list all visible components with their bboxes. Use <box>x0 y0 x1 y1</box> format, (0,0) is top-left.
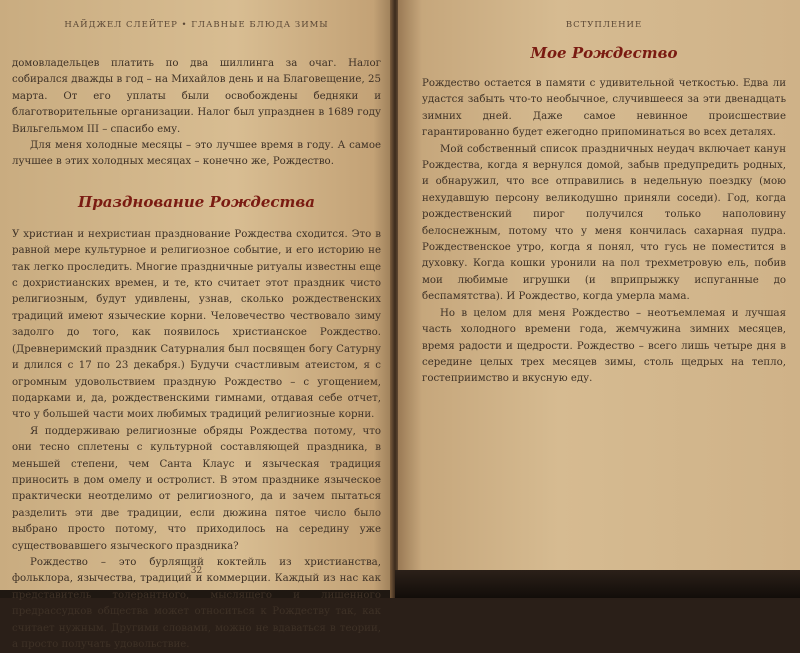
left-paragraph-2: Для меня холодные месяцы – это лучшее время в году. А самое лучшее в этих холодных месяцах – конечно же, Рождество. <box>12 140 381 168</box>
left-paragraph-3: У христиан и нехристиан празднование Рождества сходится. Это в равной мере культурное и религиозное событие, и его историю не так легко проследить. Многие праздничные ритуалы известны еще с дохристианских времен, и те, кто считает этот праздник чисто религиозным, будут удивлены, узнав, сколько рождественских традиций имеют языческие корни. Человечество чествовало зиму задолго до того, как появилось христианское Рождество. (Древнеримский праздник Сатурналия был посвящен богу Сатурну и длился с 17 по 23 декабря.) Будучи счастливым атеистом, я с огромным удовольствием праздную Рождество – с угощением, подарками и, да, рождественскими гимнами, отдавая себе отчет, что у большей части моих любимых традиций религиозные корни. <box>12 228 381 421</box>
left-paragraph-5: Рождество – это бурлящий коктейль из христианства, фольклора, язычества, традиций и коммерции. Каждый из нас как представитель толерантного, мыслящего и лишенного предрассудков общества может относиться к Рождеству так, как считает нужным. Другими словами, можно не вдаваться в теории, а просто получать удовольствие. <box>12 556 381 650</box>
left-paragraph-1: домовладельцев платить по два шиллинга за очаг. Налог собирался дважды в год – на Михайлов день и на Благовещение, 25 марта. От его уплаты были освобождены бедняки и благотворительные организации. Налог был упразднен в 1689 году Вильгельмом III – спасибо ему. <box>12 58 381 135</box>
page-edge-shadow <box>395 570 800 598</box>
left-page-number: 32 <box>190 566 203 576</box>
left-paragraph-4: Я поддерживаю религиозные обряды Рождества потому, что они тесно сплетены с культурной составляющей праздника, в меньшей степени, чем Санта Клаус и языческая традиция приносить в дом омелу и остролист. В этом празднике языческое практически неотделимо от религиозного, да и зачем пытаться разделить эти две традиции, если дюжина пятое число было выбрано просто потому, что приходилось на середину уже существовавшего языческого праздника? <box>12 425 381 552</box>
right-page <box>398 0 800 590</box>
right-section-title: Мое Рождество <box>530 44 678 62</box>
left-running-head: НАЙДЖЕЛ СЛЕЙТЕР • ГЛАВНЫЕ БЛЮДА ЗИМЫ <box>64 20 329 30</box>
right-running-head: ВСТУПЛЕНИЕ <box>565 20 643 30</box>
left-page <box>0 0 393 650</box>
right-paragraph-1: Рождество остается в памяти с удивительной четкостью. Едва ли удастся забыть что-то необычное, случившееся за эти двенадцать зимних дней. Даже самое невинное происшествие гарантированно будет ежегодно припоминаться во всех деталях. <box>422 78 786 139</box>
right-paragraph-2: Мой собственный список праздничных неудач включает канун Рождества, когда я вернулся домой, забыв предупредить родных, и обнаружил, что все отправились в недельную поездку (мою нехудавшую персону великодушно приняли соседи). Год, когда рождественский пирог получился только наполовину белоснежным, потому что у меня кончилась сахарная пудра. Рождественское утро, когда я понял, что гусь не поместится в духовку. Когда кошки уронили на пол трехметровую ель, побив мои любимые игрушки (и вприпрыжку испуганные до беспамятства). И Рождество, когда умерла мама. <box>422 143 786 303</box>
left-section-title: Празднование Рождества <box>78 192 315 211</box>
right-paragraph-3: Но в целом для меня Рождество – неотъемлемая и лучшая часть холодного времени года, жемчужина зимних месяцев, время радости и щедрости. Рождество – всего лишь четыре дня в середине целых трех месяцев зимы, столь щедрых на тепло, гостеприимство и вкусную еду. <box>422 307 786 385</box>
